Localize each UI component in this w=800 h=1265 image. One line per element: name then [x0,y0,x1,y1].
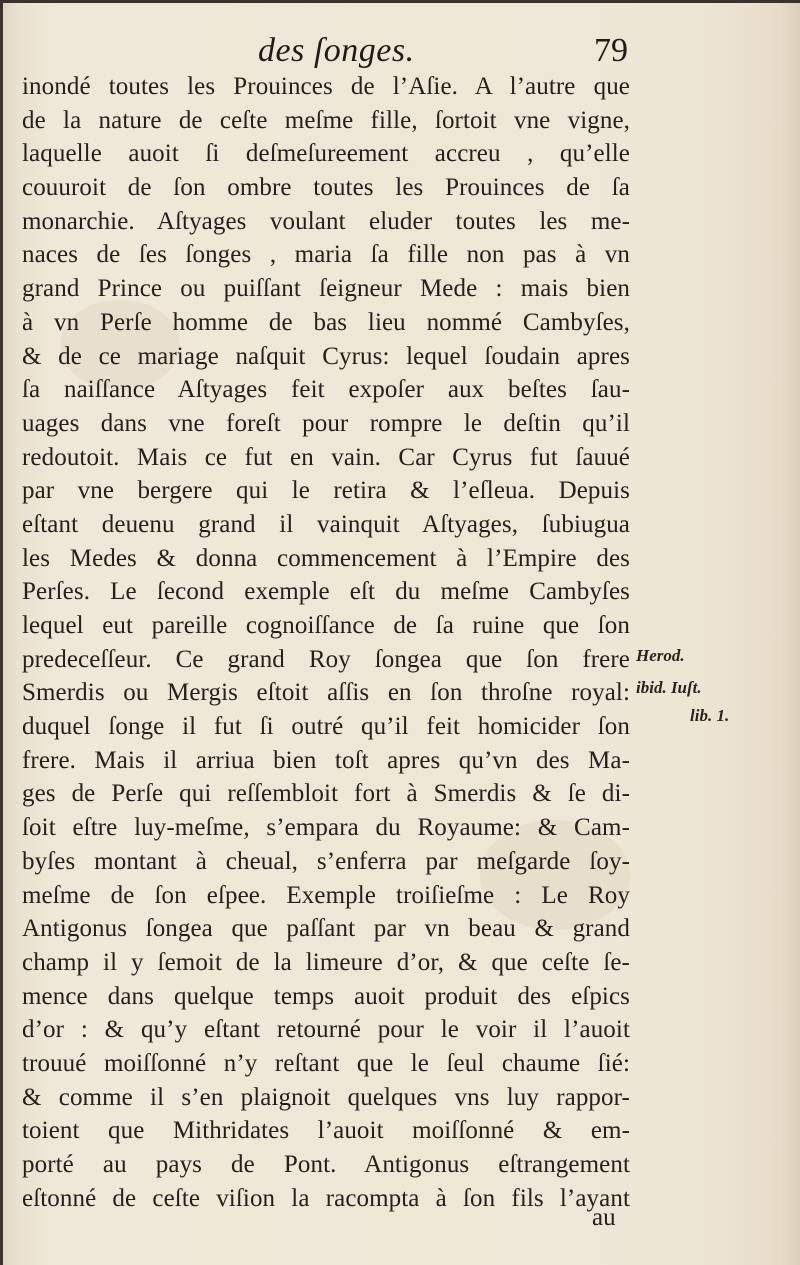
text-line: par vne bergere qui le retira & l’eſleua. Depuis [22,477,630,505]
text-line: trouué moiſſonné n’y reſtant que le ſeul chaume ſié: [22,1049,630,1077]
text-line: toient que Mithridates l’auoit moiſſonné & em- [22,1117,630,1145]
text-line: naces de ſes ſonges , maria ſa fille non pas à vn [22,241,630,269]
body-text [22,70,630,1215]
running-title: des ſonges. [258,32,415,69]
margin-note: lib. 1. [690,706,730,725]
text-line: ſa naiſſance Aſtyages feit expoſer aux beſtes ſau- [22,376,630,404]
text-line: champ il y ſemoit de la limeure d’or, & que ceſte ſe- [22,948,630,976]
top-edge [0,0,800,3]
text-line: eſtonné de ceſte viſion la racompta à ſon fils l’ayant [22,1184,630,1212]
text-line: grand Prince ou puiſſant ſeigneur Mede : mais bien [22,275,630,303]
text-line: à vn Perſe homme de bas lieu nommé Cambyſes, [22,308,630,336]
text-line: de la nature de ceſte meſme fille, ſortoit vne vigne, [22,106,630,134]
margin-note: Herod. [636,646,685,665]
text-line: Smerdis ou Mergis eſtoit aſſis en ſon throſne royal: [22,679,630,707]
text-line: lequel eut pareille cognoiſſance de ſa ruine que ſon [22,612,630,639]
text-line: predeceſſeur. Ce grand Roy ſongea que ſon frere [22,645,630,673]
text-line: monarchie. Aſtyages voulant eluder toutes les me- [22,207,630,235]
text-line: d’or : & qu’y eſtant retourné pour le voir il l’auoit [22,1016,630,1044]
text-line: Antigonus ſongea que paſſant par vn beau & grand [22,915,630,943]
text-line: redoutoit. Mais ce fut en vain. Car Cyrus fut ſauué [22,443,630,471]
text-line: laquelle auoit ſi deſmeſureement accreu , qu’elle [22,140,630,168]
page-edge [0,0,3,1265]
margin-note: ibid. Iuſt. [636,678,702,697]
text-line: meſme de ſon eſpee. Exemple troiſieſme : Le Roy [22,881,630,909]
text-line: & comme il s’en plaignoit quelques vns luy rappor- [22,1083,630,1111]
text-line: ſoit eſtre luy-meſme, s’empara du Royaume: & Cam- [22,814,630,842]
text-line: inondé toutes les Prouinces de l’Aſie. A l’autre que [22,73,630,100]
page-number: 79 [594,32,628,69]
text-line: les Medes & donna commencement à l’Empire des [22,544,630,572]
text-line: eſtant deuenu grand il vainquit Aſtyages, ſubiugua [22,510,630,538]
text-line: ges de Perſe qui reſſembloit fort à Smerdis & ſe di- [22,780,630,808]
text-line: uages dans vne foreſt pour rompre le deſtin qu’il [22,409,630,437]
text-line: duquel ſonge il fut ſi outré qu’il feit homicider ſon [22,713,630,741]
text-line: couuroit de ſon ombre toutes les Prouinces de ſa [22,174,630,202]
text-line: & de ce mariage naſquit Cyrus: lequel ſoudain apres [22,342,630,370]
text-line: frere. Mais il arriua bien toſt apres qu’vn des Ma- [22,746,630,774]
text-line: porté au pays de Pont. Antigonus eſtrangement [22,1151,630,1178]
text-line: mence dans quelque temps auoit produit des eſpics [22,982,630,1010]
text-line: Perſes. Le ſecond exemple eſt du meſme Cambyſes [22,578,630,606]
text-line: byſes montant à cheual, s’enferra par meſgarde ſoy- [22,847,630,875]
catchword: au [592,1204,616,1231]
